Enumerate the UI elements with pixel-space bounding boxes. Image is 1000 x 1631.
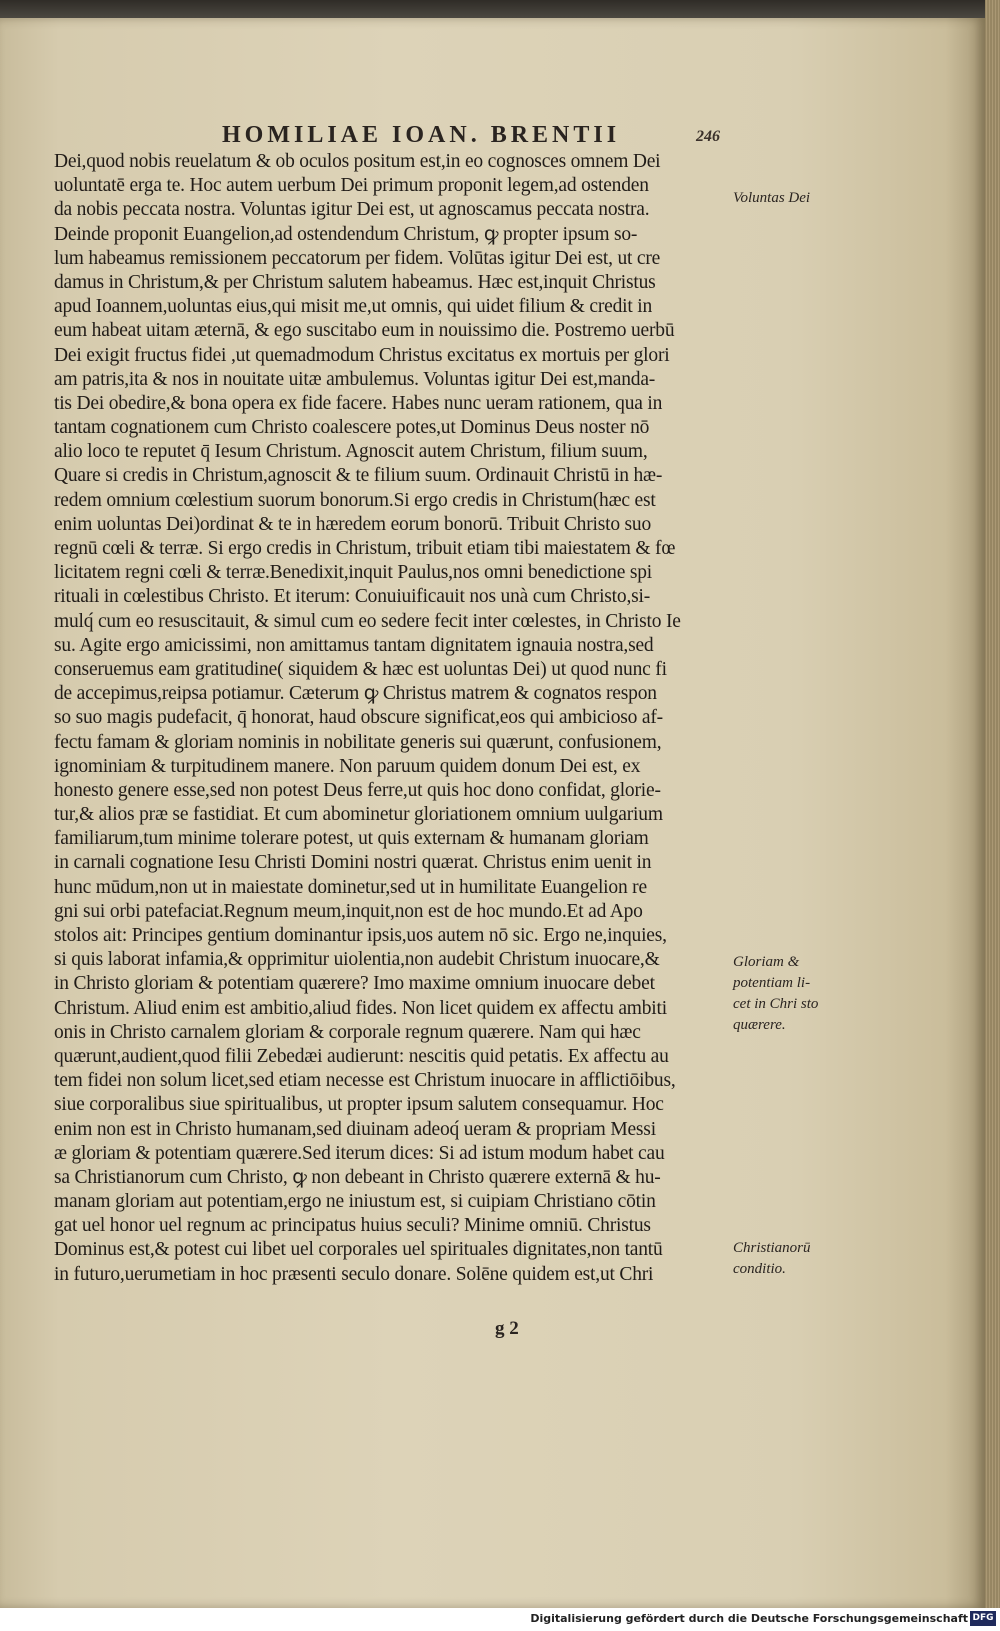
body-text bbox=[54, 150, 724, 1287]
text-line: alio loco te reputet q̄ Iesum Christum. Agnoscit autem Christum, filium suum, bbox=[54, 441, 648, 463]
text-line: in futuro,uerumetiam in hoc præsenti seculo donare. Solēne quidem est,ut Chri bbox=[54, 1263, 654, 1285]
text-line: stolos ait: Principes gentium dominantur ipsis,uos autem nō sic. Ergo ne,inquies, bbox=[54, 925, 667, 946]
text-line: æ gloriam & potentiam quærere.Sed iterum dices: Si ad istum modum habet cau bbox=[54, 1142, 665, 1164]
text-line: eum habeat uitam æternā, & ego suscitabo eum in nouissimo die. Postremo uerbū bbox=[54, 320, 675, 342]
text-line: Christum. Aliud enim est ambitio,aliud fides. Non licet quidem ex affectu ambiti bbox=[54, 997, 667, 1019]
text-line: enim uoluntas Dei)ordinat & te in hæredem eorum bonorū. Tribuit Christo suo bbox=[54, 513, 652, 535]
text-line: licitatem regni cœli & terræ.Benedixit,inquit Paulus,nos omni benedictione spi bbox=[54, 562, 653, 584]
text-line: manam gloriam aut potentiam,ergo ne iniustum est, si cuipiam Christiano cōtin bbox=[54, 1191, 656, 1213]
text-line: fectu famam & gloriam nominis in nobilitate generis sui quærunt, confusionem, bbox=[54, 731, 662, 753]
text-line: hunc mūdum,non ut in maiestate dominetur,sed ut in humilitate Euangelion re bbox=[54, 876, 647, 898]
text-line: Dei,quod nobis reuelatum & ob oculos positum est,in eo cognosces omnem Dei bbox=[54, 151, 661, 172]
text-line: redem omnium cœlestium suorum bonorum.Si ergo credis in Christum(hæc est bbox=[54, 489, 656, 511]
text-line: Deinde proponit Euangelion,ad ostendendum Christum, ꝙ propter ipsum so- bbox=[54, 223, 638, 245]
text-line: in Christo gloriam & potentiam quærere? Imo maxime omnium inuocare debet bbox=[54, 973, 655, 995]
text-line: lum habeamus remissionem peccatorum per fidem. Volūtas igitur Dei est, ut cre bbox=[54, 247, 661, 269]
text-line: siue corporalibus siue spiritualibus, ut propter ipsum salutem consequamur. Hoc bbox=[54, 1094, 664, 1116]
text-line: uoluntatē erga te. Hoc autem uerbum Dei primum proponit legem,ad ostenden bbox=[54, 175, 649, 197]
text-line: tur,& alios præ se fastidiat. Et cum abominetur gloriationem omnium uulgarium bbox=[54, 804, 663, 826]
footer-credit: Digitalisierung gefördert durch die Deutsche Forschungsgemeinschaft bbox=[530, 1612, 968, 1625]
margin-note-christianorum: Christianorū conditio. bbox=[733, 1240, 811, 1277]
text-line: Dominus est,& potest cui libet uel corporales uel spirituales dignitates,non tantū bbox=[54, 1239, 663, 1261]
text-line: Dei exigit fructus fidei ,ut quemadmodum Christus excitatus ex mortuis per glori bbox=[54, 344, 670, 366]
text-line: honesto genere esse,sed non potest Deus ferre,ut quis hoc dono confidat, glorie- bbox=[54, 779, 661, 801]
text-line: gat uel honor uel regnum ac principatus huius seculi? Minime omniū. Christus bbox=[54, 1215, 651, 1237]
text-line: ignominiam & turpitudinem manere. Non paruum quidem donum Dei est, ex bbox=[54, 755, 641, 777]
text-line: si quis laborat infamia,& opprimitur uiolentia,non audebit Christum inuocare,& bbox=[54, 949, 660, 971]
catchword: g 2 bbox=[495, 1318, 519, 1339]
text-line: su. Agite ergo amicissimi, non amittamus tantam dignitatem ignauia nostra,sed bbox=[54, 634, 654, 656]
running-head: HOMILIAE IOAN. BRENTII bbox=[222, 122, 621, 148]
margin-note-gloriam: Gloriam & potentiam li-cet in Chri sto quærere. bbox=[733, 954, 819, 1033]
text-line: onis in Christo carnalem gloriam & corporale regnum quærere. Nam qui hæc bbox=[54, 1021, 641, 1043]
dfg-logo-icon: DFG bbox=[970, 1611, 996, 1626]
text-line: am patris,ita & nos in nouitate uitæ ambulemus. Voluntas igitur Dei est,manda- bbox=[54, 368, 656, 390]
text-line: gni sui orbi patefaciat.Regnum meum,inquit,non est de hoc mundo.Et ad Apo bbox=[54, 900, 643, 922]
text-line: so suo magis pudefacit, q̄ honorat, haud obscure significat,eos qui ambicioso af- bbox=[54, 707, 663, 729]
text-line: de accepimus,reipsa potiamur. Cæterum ꝙ Christus matrem & cognatos respon bbox=[54, 683, 657, 705]
text-line: in carnali cognatione Iesu Christi Domini nostri quærat. Christus enim uenit in bbox=[54, 852, 652, 874]
folio-number: 246 bbox=[696, 128, 720, 145]
page-edge bbox=[985, 0, 1000, 1610]
text-line: apud Ioannem,uoluntas eius,qui misit me,ut omnis, qui uidet filium & credit in bbox=[54, 296, 653, 318]
margin-note-voluntas: Voluntas Dei bbox=[733, 190, 811, 206]
text-line: Quare si credis in Christum,agnoscit & te filium suum. Ordinauit Christū in hæ- bbox=[54, 465, 663, 487]
text-line: tis Dei obedire,& bona opera ex fide facere. Habes nunc ueram rationem, qua in bbox=[54, 392, 663, 414]
text-line: rituali in cœlestibus Christo. Et iterum: Conuiuificauit nos unà cum Christo,si- bbox=[54, 586, 651, 608]
text-line: tantam cognationem cum Christo coalescere potes,ut Dominus Deus noster nō bbox=[54, 417, 650, 439]
text-line: conseruemus eam gratitudine( siquidem & hæc est uoluntas Dei) ut quod nunc fi bbox=[54, 658, 667, 680]
text-line: enim non est in Christo humanam,sed diuinam adeoq́ ueram & propriam Messi bbox=[54, 1118, 656, 1140]
text-line: tem fidei non solum licet,sed etiam necesse est Christum inuocare in afflictiōibus, bbox=[54, 1070, 676, 1092]
text-line: quærunt,audient,quod filii Zebedæi audierunt: nescitis quid petatis. Ex affectu au bbox=[54, 1045, 669, 1067]
text-line: damus in Christum,& per Christum salutem habeamus. Hæc est,inquit Christus bbox=[54, 271, 656, 293]
text-line: familiarum,tum minime tolerare potest, ut quis externam & humanam gloriam bbox=[54, 828, 649, 850]
text-line: da nobis peccata nostra. Voluntas igitur Dei est, ut agnoscamus peccata nostra. bbox=[54, 199, 650, 221]
text-line: mulq́ cum eo resuscitauit, & simul cum eo sedere fecit inter cœlestes, in Christo Ie bbox=[54, 610, 681, 632]
text-line: sa Christianorum cum Christo, ꝙ non debeant in Christo quærere externā & hu- bbox=[54, 1166, 661, 1188]
text-line: regnū cœli & terræ. Si ergo credis in Christum, tribuit etiam tibi maiestatem & fœ bbox=[54, 538, 676, 559]
